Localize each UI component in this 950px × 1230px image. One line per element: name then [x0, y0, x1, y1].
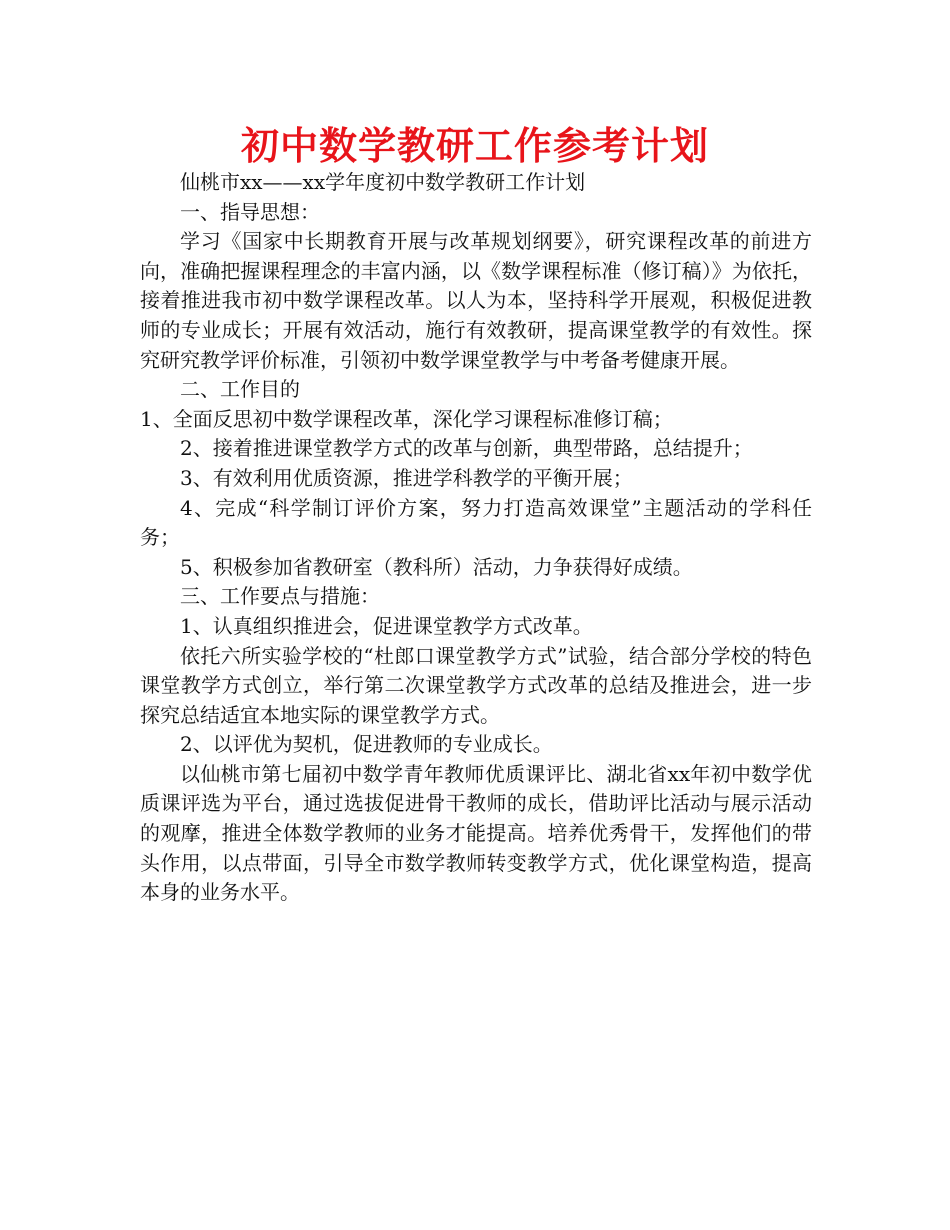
document-title: 初中数学教研工作参考计划 — [240, 124, 709, 168]
list-item: 5、积极参加省教研室（教科所）活动，力争获得好成绩。 — [180, 554, 693, 579]
section-heading: 二、工作目的 — [180, 377, 300, 402]
section-heading: 三、工作要点与措施： — [180, 584, 380, 609]
paragraph: 仙桃市xx——xx学年度初中数学教研工作计划 — [180, 170, 586, 194]
subsection-heading: 2、以评优为契机，促进教师的专业成长。 — [180, 732, 553, 757]
section-heading: 一、指导思想： — [180, 199, 320, 224]
subsection-heading: 1、认真组织推进会，促进课堂教学方式改革。 — [180, 613, 593, 638]
list-item: 3、有效利用优质资源，推进学科教学的平衡开展； — [180, 465, 633, 490]
list-item: 1、全面反思初中数学课程改革，深化学习课程标准修订稿； — [140, 406, 673, 431]
paragraph: 依托六所实验学校的“杜郎口课堂教学方式”试验，结合部分学校的特色课堂教学方式创立，举行第二次课堂教学方式改革的总结及推进会，进一步探究总结适宜本地实际的课堂教学方式。 — [140, 643, 812, 727]
list-item: 2、接着推进课堂教学方式的改革与创新，典型带路，总结提升； — [180, 436, 753, 461]
paragraph: 学习《国家中长期教育开展与改革规划纲要》，研究课程改革的前进方向，准确把握课程理念的丰富内涵，以《数学课程标准（修订稿）》为依托，接着推进我市初中数学课程改革。以人为本，坚持科学开展观，积极促进教师的专业成长；开展有效活动，施行有效教研，提高课堂教学的有效性。探究研究教学评价标准，引领初中数学课堂教学与中考备考健康开展。 — [140, 229, 812, 372]
document-body — [140, 168, 812, 908]
list-item: 4、完成“科学制订评价方案，努力打造高效课堂”主题活动的学科任务； — [140, 495, 812, 550]
paragraph: 以仙桃市第七届初中数学青年教师优质课评比、湖北省xx年初中数学优质课评选为平台，通过选拔促进骨干教师的成长，借助评比活动与展示活动的观摩，推进全体数学教师的业务才能提高。培养优秀骨干，发挥他们的带头作用，以点带面，引导全市数学教师转变教学方式，优化课堂构造，提高本身的业务水平。 — [140, 761, 812, 905]
